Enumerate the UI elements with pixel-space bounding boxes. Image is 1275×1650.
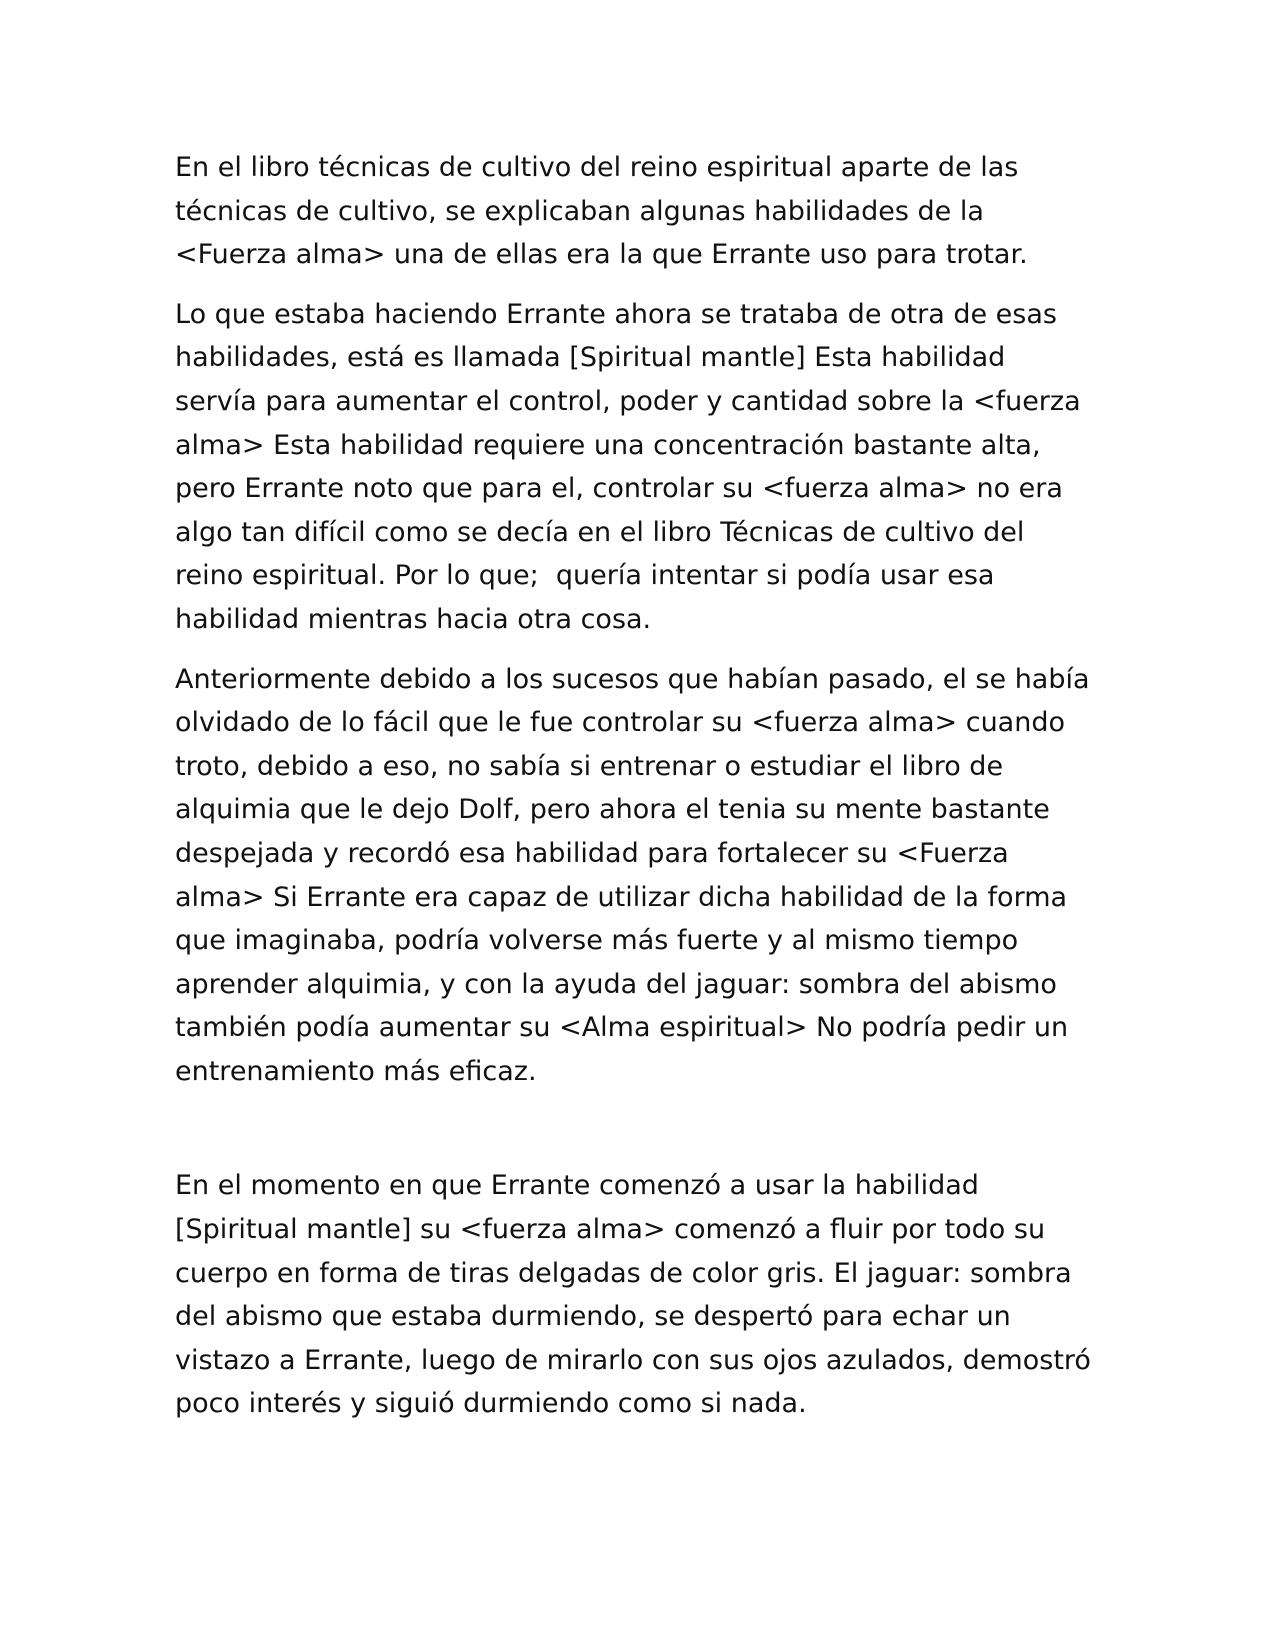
document-body	[175, 146, 1100, 1442]
paragraph-2: Lo que estaba haciendo Errante ahora se trataba de otra de esas habilidades, está es llamada [Spiritual mantle] Esta habilidad servía para aumentar el control, poder y cantidad sobre la <fuerza alma> Esta habilidad requiere una concentración bastante alta, pero Errante noto que para el, controlar su <fuerza alma> no era algo tan difícil como se decía en el libro Técnicas de cultivo del reino espiritual. Por lo que; quería intentar si podía usar esa habilidad mientras hacia otra cosa.	[175, 298, 1090, 635]
paragraph-4: En el momento en que Errante comenzó a usar la habilidad [Spiritual mantle] su <fuerza alma> comenzó a fluir por todo su cuerpo en forma de tiras delgadas de color gris. El jaguar: sombra del abismo que estaba durmiendo, se despertó para echar un vistazo a Errante, luego de mirarlo con sus ojos azulados, demostró poco interés y siguió durmiendo como si nada.	[175, 1170, 1100, 1420]
paragraph-3: Anteriormente debido a los sucesos que habían pasado, el se había olvidado de lo fácil que le fue controlar su <fuerza alma> cuando troto, debido a eso, no sabía si entrenar o estudiar el libro de alquimia que le dejo Dolf, pero ahora el tenia su mente bastante despejada y recordó esa habilidad para fortalecer su <Fuerza alma> Si Errante era capaz de utilizar dicha habilidad de la forma que imaginaba, podría volverse más fuerte y al mismo tiempo aprender alquimia, y con la ayuda del jaguar: sombra del abismo también podía aumentar su <Alma espiritual> No podría pedir un entrenamiento más eficaz.	[175, 663, 1099, 1087]
paragraph-1: En el libro técnicas de cultivo del reino espiritual aparte de las técnicas de cultivo, se explicaban algunas habilidades de la <Fuerza alma> una de ellas era la que Errante uso para trotar.	[175, 152, 1028, 271]
